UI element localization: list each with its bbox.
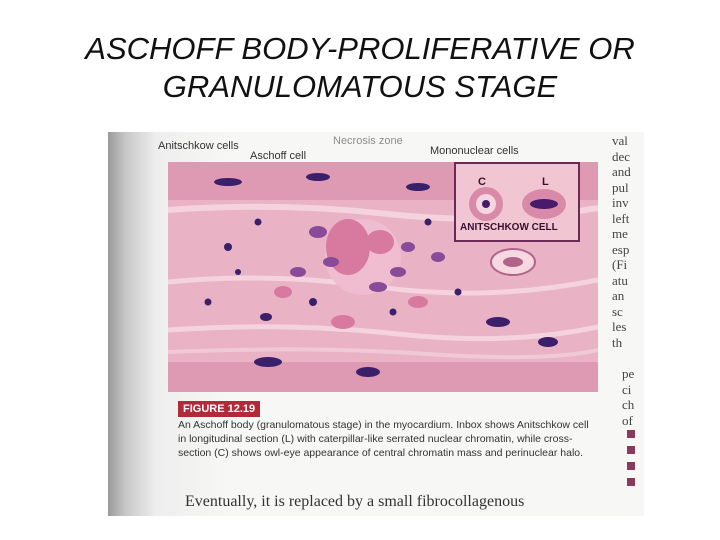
right-line: an <box>612 288 625 303</box>
right-line: esp <box>612 241 630 257</box>
right-line: pe <box>622 366 635 381</box>
figure-caption: An Aschoff body (granulomatous stage) in the myocardium. Inbox shows Anitschkow cell in longitudinal section (L) with caterpillar-like serrated nuclear chromatin, while cross-section (C) shows owl-eye appearance of central chromatin mass and perinuclear halo. <box>178 419 589 459</box>
label-aschoff-cell: Aschoff cell <box>250 150 307 162</box>
right-line: left <box>612 210 630 226</box>
right-line: sc <box>612 303 623 319</box>
bullet-icon <box>627 446 635 454</box>
figure-number: FIGURE 12.19 <box>178 401 260 417</box>
right-line: and <box>612 164 631 179</box>
bullet-icon <box>627 462 635 470</box>
body-text-bottom: Eventually, it is replaced by a small fibrocollagenous <box>185 493 525 510</box>
title-line-2: GRANULOMATOUS STAGE <box>162 69 558 104</box>
inbox-title: ANITSCHKOW CELL <box>460 222 558 233</box>
label-necrosis: Necrosis zone <box>333 135 403 147</box>
bullet-icon <box>627 478 635 486</box>
right-line: pul <box>612 179 629 195</box>
right-line: (Fi <box>612 257 628 272</box>
right-line: inv <box>612 195 629 210</box>
inbox-c-label: C <box>478 176 486 188</box>
right-line: of <box>622 412 633 428</box>
label-mononuclear-cells: Mononuclear cells <box>430 145 519 157</box>
bullet-icon <box>627 430 635 438</box>
right-line: ch <box>622 397 635 412</box>
right-line: me <box>612 226 628 241</box>
label-anitschkow-cells: Anitschkow cells <box>158 140 239 152</box>
right-column-text-2 <box>622 366 644 428</box>
right-line: val <box>612 133 628 148</box>
right-line: les <box>612 319 627 334</box>
right-column-text <box>612 133 644 350</box>
right-column-bullets <box>627 430 637 494</box>
right-line: atu <box>612 272 628 288</box>
right-line: dec <box>612 148 631 164</box>
right-line: th <box>612 334 623 350</box>
title-line-1: ASCHOFF BODY-PROLIFERATIVE OR <box>85 31 635 66</box>
slide-title <box>0 30 720 106</box>
right-line: ci <box>622 381 632 397</box>
inbox-l-label: L <box>542 176 549 188</box>
